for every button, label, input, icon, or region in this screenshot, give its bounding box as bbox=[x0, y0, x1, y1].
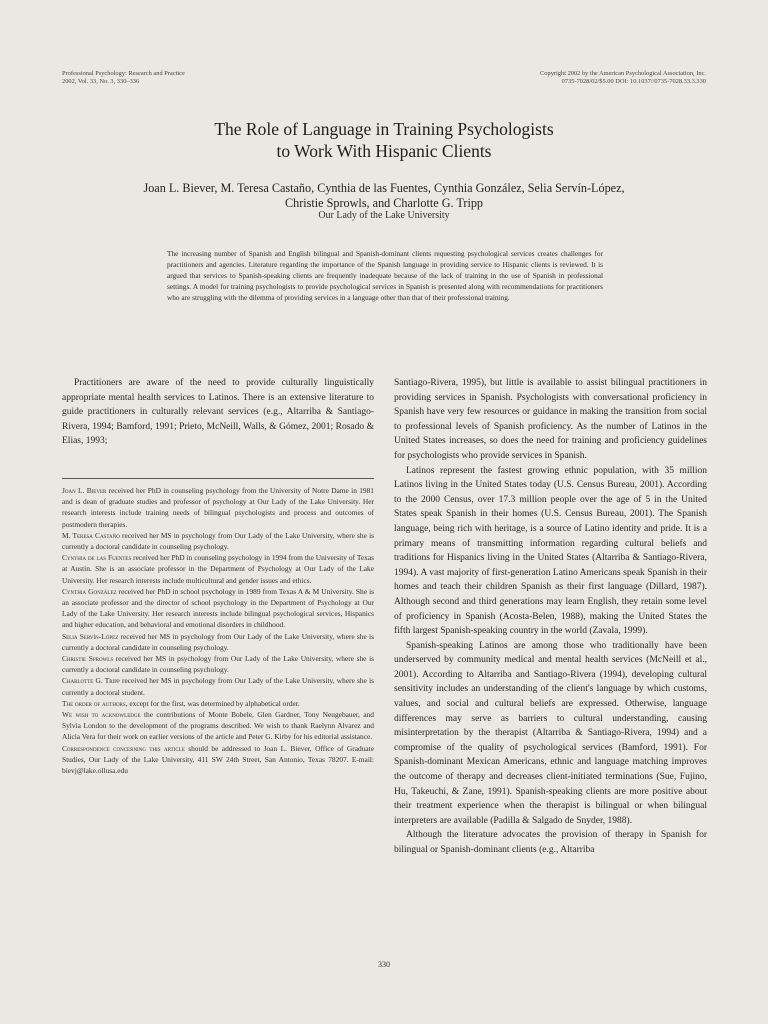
footnote-lead: Charlotte G. Tripp bbox=[62, 676, 120, 686]
authors-line-1: Joan L. Biever, M. Teresa Castaño, Cynthia de las Fuentes, Cynthia González, Selia Servín-López, bbox=[143, 181, 625, 195]
footnote-divider bbox=[62, 478, 374, 479]
footnote-text: received her MS in psychology from Our Lady of the Lake University, where she is currently a doctoral candidate in counseling psychology. bbox=[62, 530, 375, 552]
article-title bbox=[0, 118, 768, 162]
footnote-text: received her MS in psychology from Our Lady of the Lake University, where she is currently a doctoral candidate in counseling psychology. bbox=[62, 631, 374, 652]
right-column bbox=[394, 376, 707, 858]
journal-citation bbox=[62, 70, 185, 86]
footnote-text: received her PhD in counseling psychology in 1994 from the University of Texas at Austin. She is an associate professor in the Department of Psychology at Our Lady of the Lake University. Her research interests include multicultural and gender issues and ethics. bbox=[62, 553, 374, 585]
footnote-lead: Cynthia González bbox=[62, 586, 117, 596]
footnote bbox=[62, 698, 374, 709]
footnote bbox=[62, 485, 374, 530]
title-line-2: to Work With Hispanic Clients bbox=[276, 141, 492, 161]
body-paragraph: Santiago-Rivera, 1995), but little is available to assist bilingual practitioners in providing services in Spanish. Psychologists with conversational proficiency in Spanish have very few resources or guidance in making the transition from social to professional levels of Spanish proficiency. As the number of Latinos in the United States increases, so does the need for training and proficiency guidelines for psychologists who provide services in Spanish. bbox=[394, 378, 707, 461]
page-number: 330 bbox=[378, 960, 390, 969]
footnote bbox=[62, 631, 374, 653]
journal-volume: 2002, Vol. 33, No. 3, 330–336 bbox=[62, 78, 140, 85]
footnote bbox=[62, 530, 374, 552]
footnote-text: received her PhD in counseling psychology from the University of Notre Dame in 1981 and is dean of graduate studies and professor of psychology at Our Lady of the Lake University. Her research interests include training needs of bilingual psychologists and process and outcomes of postmodern therapies. bbox=[62, 486, 374, 529]
footnote-lead: Christie Sprowls bbox=[62, 654, 114, 664]
body-paragraph: Although the literature advocates the provision of therapy in Spanish for bilingual or Spanish-dominant clients (e.g., Altarriba bbox=[394, 830, 707, 855]
journal-name: Professional Psychology: Research and Practice bbox=[62, 70, 185, 77]
footnote bbox=[62, 586, 374, 631]
footnote bbox=[62, 653, 374, 675]
footnote-lead: Selia Servín-López bbox=[62, 631, 119, 641]
footnote-text: , except for the first, was determined by alphabetical order. bbox=[125, 698, 300, 708]
affiliation: Our Lady of the Lake University bbox=[318, 210, 450, 221]
left-column bbox=[62, 376, 374, 449]
author-footnotes bbox=[62, 485, 374, 776]
footnote bbox=[62, 552, 374, 586]
title-line-1: The Role of Language in Training Psychologists bbox=[214, 119, 554, 139]
footnote-lead: We wish to acknowledge bbox=[62, 710, 141, 720]
footnote-text: received her PhD in school psychology in 1989 from Texas A & M University. She is an associate professor and the director of school psychology in the Department of Psychology at Our Lady of the Lake University. Her research interests include bilingual psychological services, Hispanics and higher education, and behavioral and emotional disorders in childhood. bbox=[62, 586, 375, 630]
footnote-text: should be addressed to Joan L. Biever, Office of Graduate Studies, Our Lady of the Lake University, 411 SW 24th Street, San Antonio, Texas 78207. E-mail: bievj@lake.ollusa.edu bbox=[62, 743, 374, 776]
footnote-lead: M. Teresa Castaño bbox=[62, 530, 120, 540]
footnote bbox=[62, 743, 374, 777]
footnote-lead: Joan L. Biever bbox=[62, 486, 107, 495]
footnote-text: the contributions of Monte Bobele, Glen Gardner, Tony Neugebauer, and Sylvia London to the development of the programs described. We wish to thank Raelynn Alvarez and Alicia Vera for their work on earlier versions of the article and Peter G. Kirby for his editorial assistance. bbox=[62, 710, 374, 742]
footnote-lead: Correspondence concerning this article bbox=[62, 743, 185, 753]
footnote-text: received her MS in psychology from Our Lady of the Lake University, where she is currently a doctoral student. bbox=[62, 676, 375, 697]
footnote-text: received her MS in psychology from Our Lady of the Lake University, where she is currently a doctoral candidate in counseling psychology. bbox=[62, 654, 374, 675]
intro-paragraph: Practitioners are aware of the need to provide culturally linguistically appropriate mental health services to Latinos. There is an extensive literature to guide practitioners in culturally relevant services (e.g., Altarriba & Santiago-Rivera, 1994; Bamford, 1991; Prieto, McNeill, Walls, & Gómez, 2001; Rosado & Elias, 1993; bbox=[62, 378, 374, 447]
body-paragraph: Latinos represent the fastest growing ethnic population, with 35 million Latinos living in the United States today (U.S. Census Bureau, 2001). According to the 2000 Census, over 17.3 million people over the age of 5 in the United States speak Spanish in their homes (U.S. Census Bureau, 2001). The Spanish language, being rich with heritage, is a source of Latino identity and pride. It is a primary means of transmitting information regarding cultural beliefs and traditions for Hispanics living in the United States (Altarriba & Santiago-Rivera, 1994). A vast majority of first-generation Latino Americans speak Spanish in their homes and teach their children Spanish as their first language (Dillard, 1987). Although second and third generations may learn English, they retain some level of proficiency in Spanish (Acosta-Belen, 1988), making the United States the fifth largest Spanish-speaking country in the world (Zavala, 1999). bbox=[394, 465, 707, 637]
copyright-line: Copyright 2002 by the American Psychological Association, Inc. bbox=[540, 70, 706, 77]
footnote-lead: The order of authors bbox=[62, 698, 126, 708]
footnote bbox=[62, 709, 374, 743]
footnote bbox=[62, 675, 374, 697]
body-paragraph: Spanish-speaking Latinos are among those who traditionally have been underserved by community medical and mental health services (McNeill et al., 2001). According to Altarriba and Santiago-Rivera (1994), developing cultural sensitivity includes an understanding of the client's language by which customs, values, and social and cultural beliefs are expressed. Otherwise, language differences may serve as barriers to cultural understanding, causing misinterpretation by the therapist (Altarriba & Santiago-Rivera, 1994) and a compromise of the quality of psychological services (Bamford, 1991). For Spanish-dominant Mexican Americans, ethnic and language matching improves the outcome of therapy and decreases client-initiated terminations (Sue, Fujino, Hu, Takeuchi, & Zane, 1991). Spanish-speaking clients are more positive about their treatment experience when the therapist is bilingual or when bilingual interpreters are available (Padilla & Salgado de Snyder, 1988). bbox=[394, 640, 707, 826]
author-list bbox=[84, 181, 684, 211]
abstract: The increasing number of Spanish and English bilingual and Spanish-dominant clients requesting psychological services creates challenges for practitioners and agencies. Literature regarding the importance of the Spanish language in providing service to Hispanic clients is reviewed. It is argued that services to Spanish-speaking clients are frequently inadequate because of the lack of training in the use of Spanish in professional settings. A model for training psychologists to provide psychological services in Spanish is presented along with recommendations for practitioners who are struggling with the dilemma of providing services in a language other than that of their professional training. bbox=[167, 249, 603, 302]
authors-line-2: Christie Sprowls, and Charlotte G. Tripp bbox=[284, 196, 484, 210]
doi-line: 0735-7028/02/$5.00 DOI: 10.1037//0735-7028.33.3.330 bbox=[561, 78, 706, 85]
footnote-lead: Cynthia de las Fuentes bbox=[62, 553, 132, 563]
copyright-notice bbox=[540, 70, 706, 86]
